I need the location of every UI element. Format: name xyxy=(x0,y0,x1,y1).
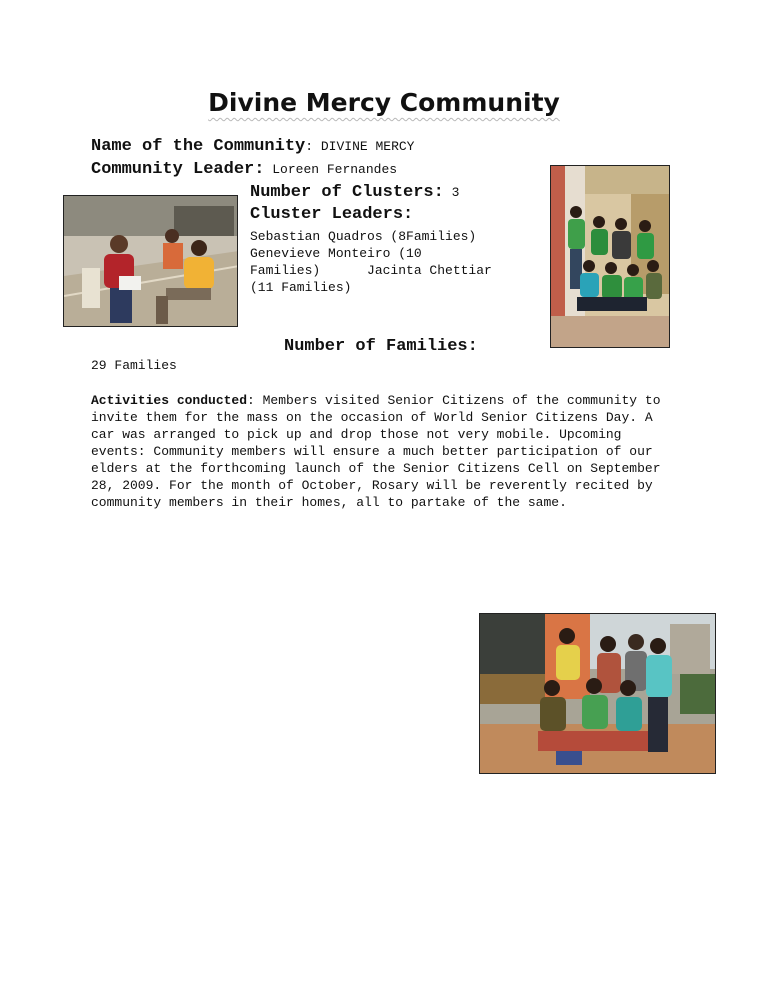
activities-paragraph xyxy=(91,392,681,511)
community-leader-line xyxy=(91,160,397,179)
community-leader-value: Loreen Fernandes xyxy=(264,162,398,177)
cluster-leaders-list xyxy=(250,228,492,296)
clusters-line xyxy=(250,183,459,202)
community-name-label: Name of the Community xyxy=(91,137,306,156)
community-leader-label: Community Leader: xyxy=(91,160,265,179)
cluster-leaders-line: (11 Families) xyxy=(250,280,352,295)
community-name-line: Name of the Community: DIVINE MERCY xyxy=(91,137,415,156)
group-photo-green-shirts xyxy=(550,165,670,348)
clusters-value: 3 xyxy=(443,185,460,200)
page-title: Divine Mercy Community xyxy=(208,88,560,117)
families-heading: Number of Families: xyxy=(284,337,478,356)
cluster-leaders-heading: Cluster Leaders: xyxy=(250,205,414,224)
families-value: 29 Families xyxy=(91,358,177,373)
group-photo-outdoor xyxy=(479,613,716,774)
activities-text: : Members visited Senior Citizens of the community to invite them for the mass on the occasion of World Senior Citizens Day. A car was arranged to pick up and drop those not very mobile. Upcoming events: Community members will ensure a much better participation of our elders at the forthcoming launch of the Senior Citizens Cell on September 28, 2009. For the month of October, Rosary will be reverently recited by community members in their homes, all to partake of the same. xyxy=(91,393,661,510)
community-name-value: DIVINE MERCY xyxy=(320,139,415,154)
meeting-photo xyxy=(63,195,238,327)
cluster-leaders-line: Sebastian Quadros (8Families) xyxy=(250,229,477,244)
clusters-label: Number of Clusters: xyxy=(250,183,444,202)
cluster-leaders-line: Genevieve Monteiro (10 xyxy=(250,246,422,261)
cluster-leaders-line: Families) Jacinta Chettiar xyxy=(250,263,492,278)
activities-label: Activities conducted xyxy=(91,393,248,408)
